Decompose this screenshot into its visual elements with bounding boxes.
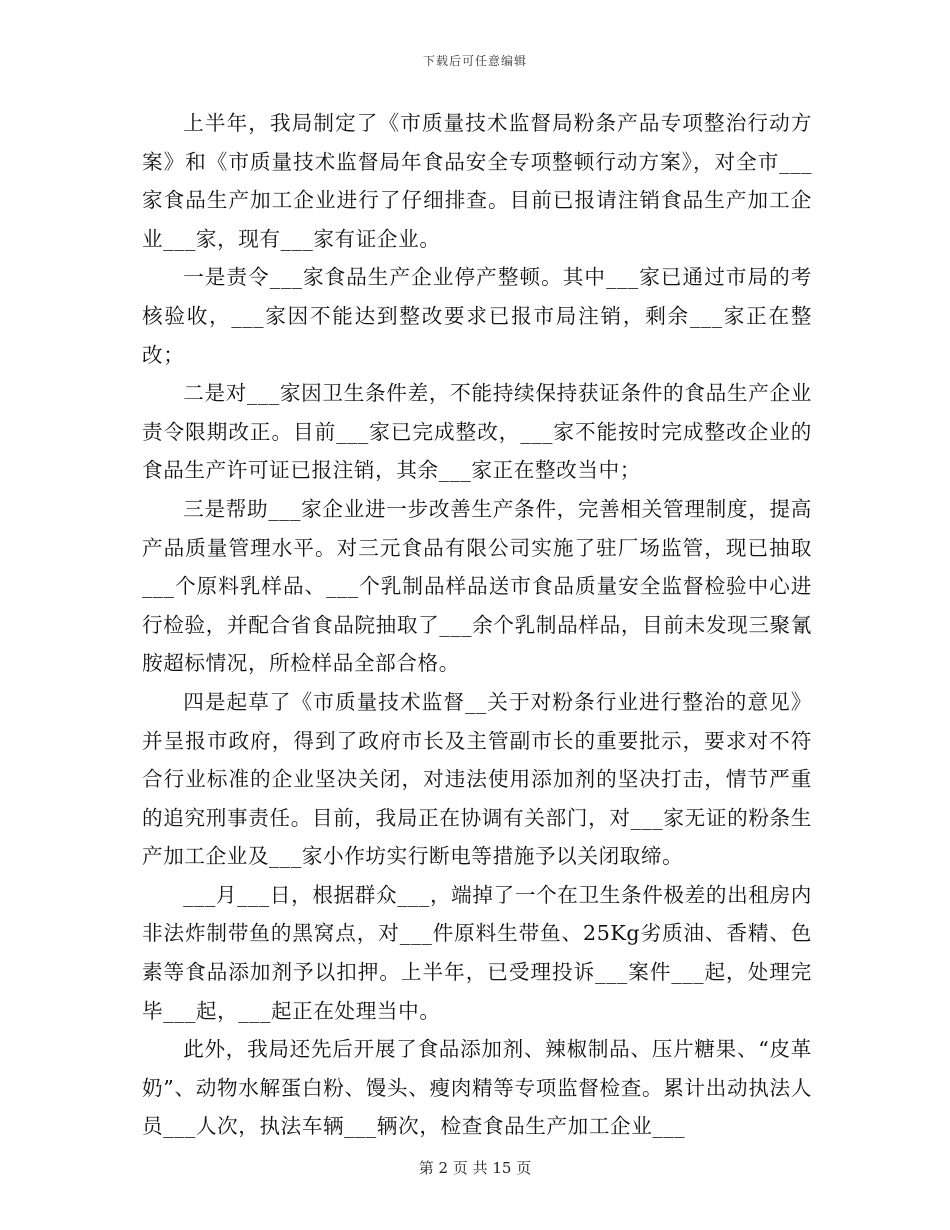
paragraph-item-1: 一是责令___家食品生产企业停产整顿。其中___家已通过市局的考核验收，___家因不能达到整改要求已报市局注销，剩余___家正在整改； xyxy=(142,265,812,367)
paragraph-item-4: 四是起草了《市质量技术监督__关于对粉条行业进行整治的意见》并呈报市政府，得到了政府市长及主管副市长的重要批示，要求对不符合行业标准的企业坚决关闭，对违法使用添加剂的坚决打击，情节严重的追究刑事责任。目前，我局正在协调有关部门，对___家无证的粉条生产加工企业及___家小作坊实行断电等措施予以关闭取缔。 xyxy=(142,689,812,869)
document-body xyxy=(142,104,812,1146)
paragraph-additional: 此外，我局还先后开展了食品添加剂、辣椒制品、压片糖果、“皮革奶”、动物水解蛋白粉、馒头、瘦肉精等专项监督检查。累计出动执法人员___人次，执法车辆___辆次，检查食品生产加工企业___ xyxy=(142,1037,812,1139)
page-number: 第 2 页 共 15 页 xyxy=(418,1159,532,1177)
paragraph-intro: 上半年，我局制定了《市质量技术监督局粉条产品专项整治行动方案》和《市质量技术监督局年食品安全专项整顿行动方案》，对全市___家食品生产加工企业进行了仔细排查。目前已报请注销食品生产加工企业___家，现有___家有证企业。 xyxy=(142,111,812,251)
paragraph-item-3: 三是帮助___家企业进一步改善生产条件，完善相关管理制度，提高产品质量管理水平。对三元食品有限公司实施了驻厂场监管，现已抽取___个原料乳样品、___个乳制品样品送市食品质量安全监督检验中心进行检验，并配合省食品院抽取了___余个乳制品样品，目前未发现三聚氰胺超标情况，所检样品全部合格。 xyxy=(142,496,812,676)
page-header-note: 下载后可任意编辑 xyxy=(422,54,527,68)
paragraph-item-2: 二是对___家因卫生条件差，不能持续保持获证条件的食品生产企业责令限期改正。目前___家已完成整改，___家不能按时完成整改企业的食品生产许可证已报注销，其余___家正在整改当中； xyxy=(142,381,812,483)
paragraph-case: ___月___日，根据群众___，端掉了一个在卫生条件极差的出租房内非法炸制带鱼的黑窝点，对___件原料生带鱼、25Kg劣质油、香精、色素等食品添加剂予以扣押。上半年，已受理投诉___案件___起，处理完毕___起，___起正在处理当中。 xyxy=(142,882,812,1023)
